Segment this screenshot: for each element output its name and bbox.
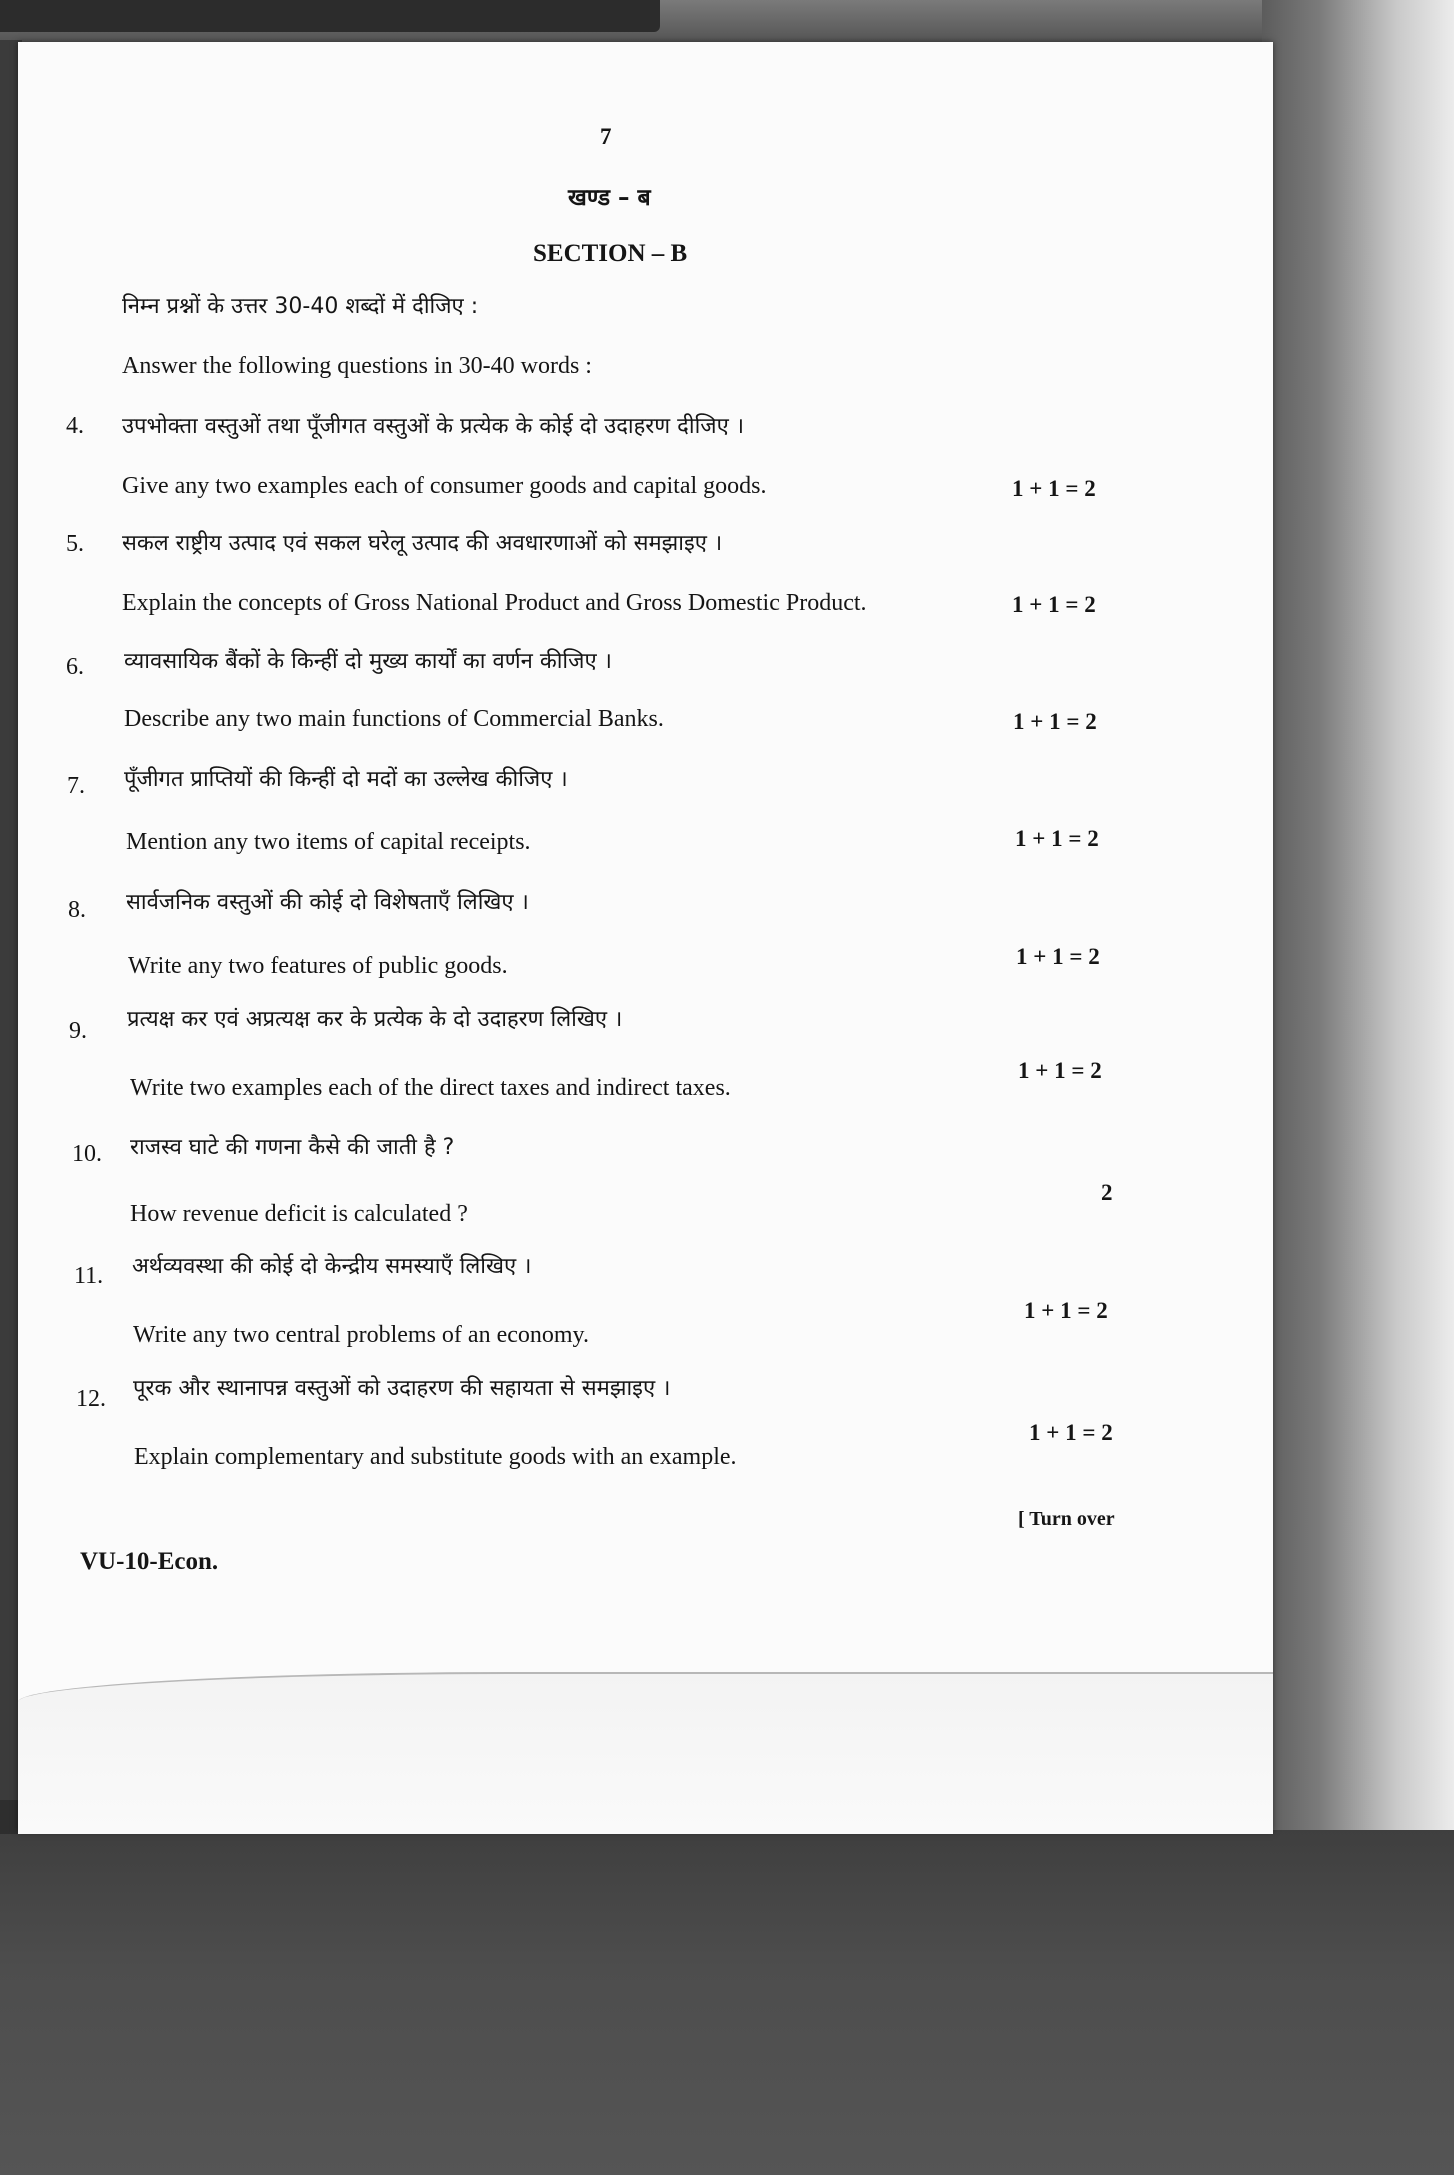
question-number: 8. — [68, 897, 86, 923]
question-number: 10. — [72, 1141, 102, 1167]
folder-tab — [0, 0, 660, 32]
instruction-hindi: निम्न प्रश्नों के उत्तर 30-40 शब्दों में दीजिए : — [122, 294, 479, 319]
page-number: 7 — [600, 124, 612, 149]
question-english: Mention any two items of capital receipts. — [126, 829, 531, 855]
question-marks: 2 — [1101, 1180, 1113, 1205]
question-hindi: पूरक और स्थानापन्न वस्तुओं को उदाहरण की सहायता से समझाइए । — [133, 1376, 671, 1401]
question-english: Explain the concepts of Gross National Product and Gross Domestic Product. — [122, 590, 867, 616]
question-english: Give any two examples each of consumer goods and capital goods. — [122, 473, 767, 499]
question-marks: 1 + 1 = 2 — [1016, 944, 1100, 969]
question-hindi: प्रत्यक्ष कर एवं अप्रत्यक्ष कर के प्रत्येक के दो उदाहरण लिखिए । — [127, 1007, 623, 1032]
question-marks: 1 + 1 = 2 — [1012, 592, 1096, 617]
turn-over-note: [ Turn over — [1018, 1508, 1115, 1530]
question-english: Write any two central problems of an economy. — [133, 1322, 589, 1348]
section-heading-hindi: खण्ड – ब — [568, 185, 651, 211]
question-number: 7. — [67, 773, 85, 799]
question-number: 6. — [66, 654, 84, 680]
question-hindi: सकल राष्ट्रीय उत्पाद एवं सकल घरेलू उत्पाद की अवधारणाओं को समझाइए । — [122, 531, 723, 556]
question-marks: 1 + 1 = 2 — [1012, 476, 1096, 501]
question-number: 11. — [74, 1263, 104, 1289]
question-marks: 1 + 1 = 2 — [1013, 709, 1097, 734]
question-english: Write two examples each of the direct taxes and indirect taxes. — [130, 1075, 731, 1101]
question-hindi: राजस्व घाटे की गणना कैसे की जाती है ? — [130, 1135, 455, 1160]
instruction-english: Answer the following questions in 30-40 words : — [122, 353, 592, 379]
question-english: How revenue deficit is calculated ? — [130, 1201, 468, 1227]
scanner-background-bottom — [0, 1830, 1454, 2175]
question-hindi: पूँजीगत प्राप्तियों की किन्हीं दो मदों का उल्लेख कीजिए । — [124, 767, 568, 792]
question-english: Describe any two main functions of Commercial Banks. — [124, 706, 664, 732]
question-hindi: व्यावसायिक बैंकों के किन्हीं दो मुख्य कार्यों का वर्णन कीजिए । — [124, 649, 612, 674]
question-english: Explain complementary and substitute goods with an example. — [134, 1444, 737, 1470]
question-number: 5. — [66, 531, 84, 557]
footer-code: VU-10-Econ. — [80, 1548, 219, 1575]
question-marks: 1 + 1 = 2 — [1024, 1298, 1108, 1323]
question-number: 4. — [66, 413, 84, 439]
section-heading: SECTION – B — [533, 240, 688, 267]
question-number: 9. — [69, 1018, 87, 1044]
question-hindi: सार्वजनिक वस्तुओं की कोई दो विशेषताएँ लिखिए । — [126, 890, 529, 915]
question-hindi: उपभोक्ता वस्तुओं तथा पूँजीगत वस्तुओं के प्रत्येक के कोई दो उदाहरण दीजिए । — [122, 414, 745, 439]
question-marks: 1 + 1 = 2 — [1015, 826, 1099, 851]
question-number: 12. — [76, 1386, 106, 1412]
question-english: Write any two features of public goods. — [128, 953, 508, 979]
question-hindi: अर्थव्यवस्था की कोई दो केन्द्रीय समस्याएँ लिखिए । — [132, 1254, 532, 1279]
question-marks: 1 + 1 = 2 — [1018, 1058, 1102, 1083]
page-curl-edge — [18, 1672, 1273, 1834]
question-marks: 1 + 1 = 2 — [1029, 1420, 1113, 1445]
